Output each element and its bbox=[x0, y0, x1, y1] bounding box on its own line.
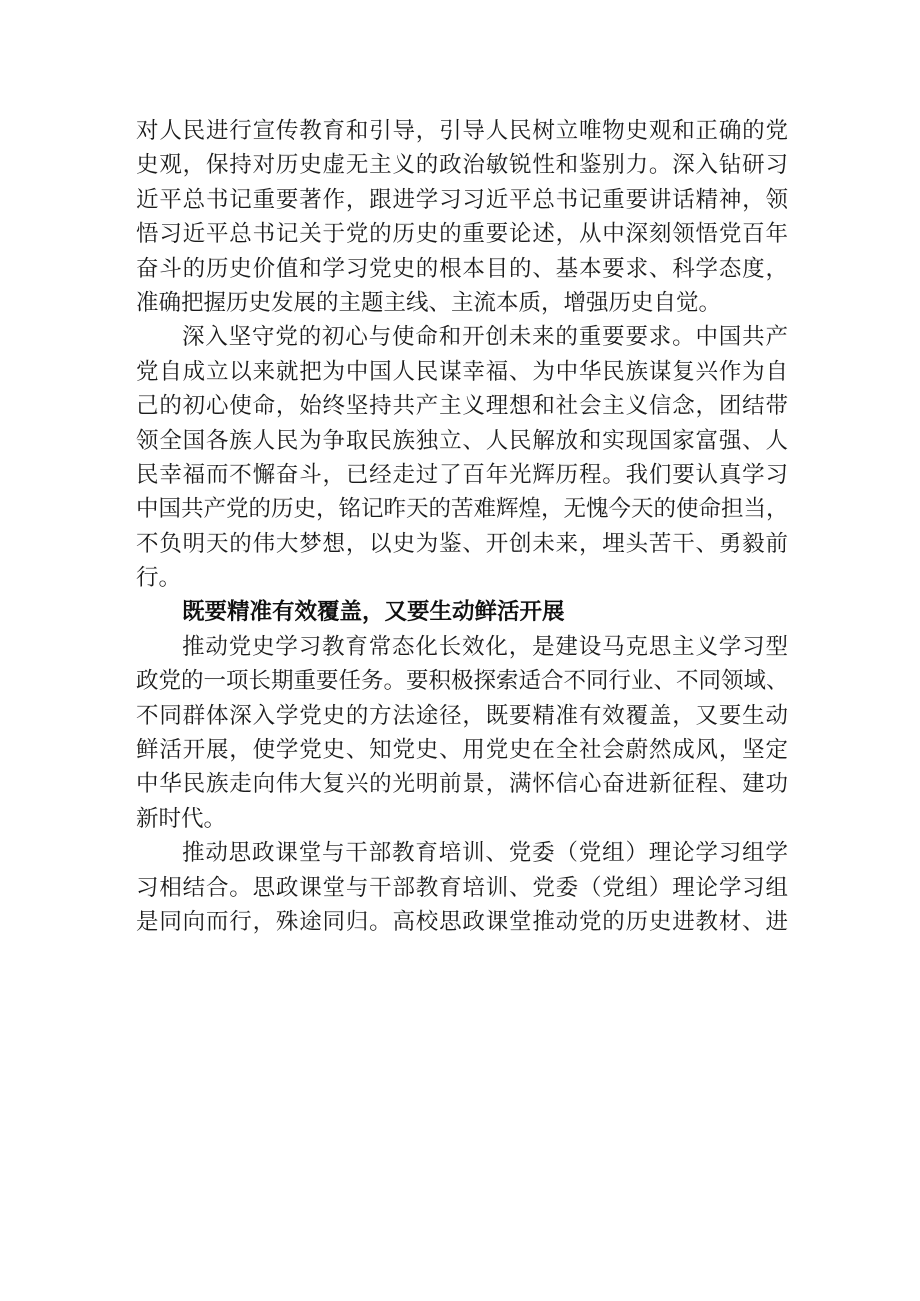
text-line: 奋斗的历史价值和学习党史的根本目的、基本要求、科学态度， bbox=[136, 255, 788, 282]
text-line: 不负明天的伟大梦想，以史为鉴、开创未来，埋头苦干、勇毅前 bbox=[136, 530, 788, 557]
text-line: 对人民进行宣传教育和引导，引导人民树立唯物史观和正确的党 bbox=[136, 118, 788, 144]
paragraph-first-line: 深入坚守党的初心与使命和开创未来的重要要求。中国共产 bbox=[182, 324, 788, 351]
text-line: 悟习近平总书记关于党的历史的重要论述，从中深刻领悟党百年 bbox=[136, 221, 788, 248]
text-line: 准确把握历史发展的主题主线、主流本质，增强历史自觉。 bbox=[136, 289, 722, 316]
text-line: 史观，保持对历史虚无主义的政治敏锐性和鉴别力。深入钻研习 bbox=[136, 152, 788, 179]
text-line: 不同群体深入学党史的方法途径，既要精准有效覆盖，又要生动 bbox=[136, 702, 788, 729]
text-line: 新时代。 bbox=[136, 805, 227, 832]
text-line: 是同向而行，殊途同归。高校思政课堂推动党的历史进教材、进 bbox=[136, 908, 788, 935]
paragraph-first-line: 推动思政课堂与干部教育培训、党委（党组）理论学习组学 bbox=[182, 840, 788, 867]
paragraph-first-line: 推动党史学习教育常态化长效化，是建设马克思主义学习型 bbox=[182, 633, 788, 660]
text-line: 习相结合。思政课堂与干部教育培训、党委（党组）理论学习组 bbox=[136, 874, 788, 901]
text-line: 鲜活开展，使学党史、知党史、用党史在全社会蔚然成风，坚定 bbox=[136, 737, 788, 764]
section-heading: 既要精准有效覆盖，又要生动鲜活开展 bbox=[182, 599, 565, 626]
text-line: 领全国各族人民为争取民族独立、人民解放和实现国家富强、人 bbox=[136, 427, 788, 454]
text-line: 行。 bbox=[136, 565, 182, 592]
text-line: 党自成立以来就把为中国人民谋幸福、为中华民族谋复兴作为自 bbox=[136, 358, 788, 385]
text-line: 近平总书记重要著作，跟进学习习近平总书记重要讲话精神，领 bbox=[136, 186, 788, 213]
text-line: 政党的一项长期重要任务。要积极探索适合不同行业、不同领域、 bbox=[136, 668, 789, 695]
text-line: 中华民族走向伟大复兴的光明前景，满怀信心奋进新征程、建功 bbox=[136, 771, 788, 798]
text-line: 中国共产党的历史，铭记昨天的苦难辉煌，无愧今天的使命担当， bbox=[136, 496, 789, 523]
document-body bbox=[136, 114, 788, 939]
text-line: 民幸福而不懈奋斗，已经走过了百年光辉历程。我们要认真学习 bbox=[136, 461, 788, 488]
text-line: 己的初心使命，始终坚持共产主义理想和社会主义信念，团结带 bbox=[136, 393, 788, 420]
